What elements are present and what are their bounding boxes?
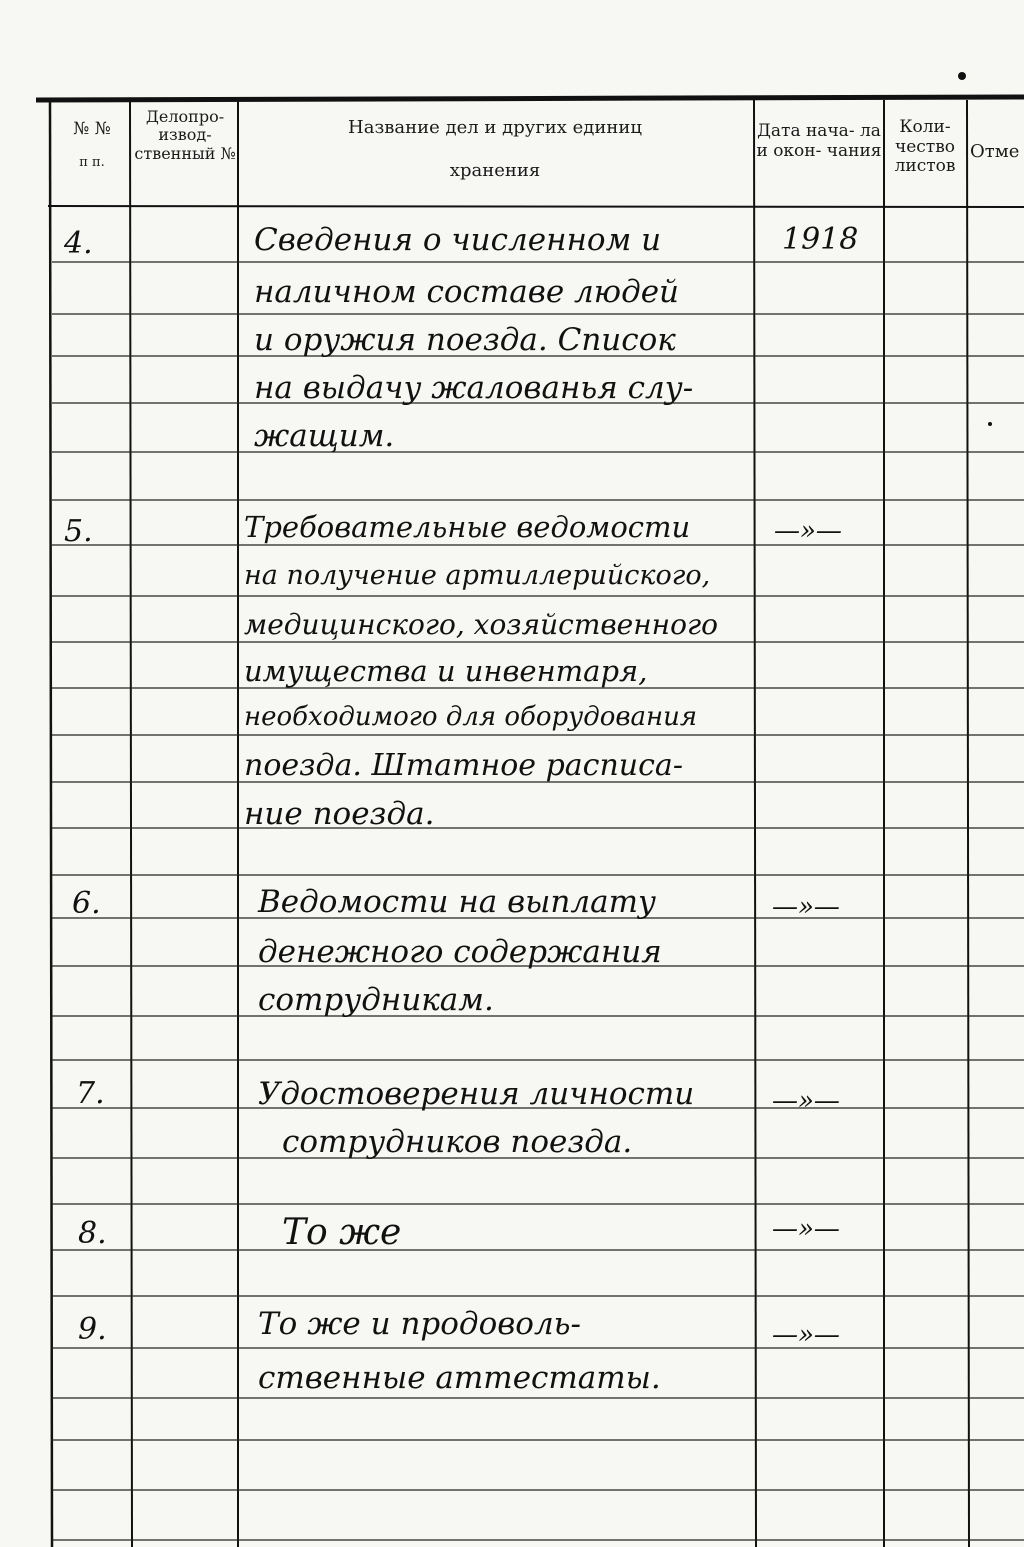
row-date: —»— <box>772 892 840 922</box>
row-number: 5. <box>64 514 93 549</box>
col-header-dates: Дата нача- ла и окон- чания <box>756 121 882 161</box>
row-title-line: необходимого для оборудования <box>244 702 698 732</box>
row-title-line: Удостоверения личности <box>258 1076 695 1112</box>
row-title-line: денежного содержания <box>258 934 662 970</box>
row-title-line: То же и продоволь- <box>258 1306 582 1342</box>
row-title-line: сотрудникам. <box>258 982 494 1018</box>
row-date: —»— <box>772 1214 840 1244</box>
col-header-title-line2: хранения <box>449 159 541 181</box>
row-title-line: на получение артиллерийского, <box>244 560 711 591</box>
row-title-line: То же <box>282 1212 402 1253</box>
col-header-number-line2: п п. <box>79 154 105 170</box>
row-number: 6. <box>72 886 101 921</box>
col-header-title <box>240 118 750 181</box>
row-title-line: сотрудников поезда. <box>282 1124 633 1160</box>
row-title-line: ние поезда. <box>244 796 435 832</box>
col-header-number-line1: № № <box>73 119 111 139</box>
row-number: 7. <box>76 1076 105 1111</box>
col-header-number <box>52 120 132 170</box>
col-header-title-line1: Название дел и других единиц <box>348 117 642 138</box>
row-number: 9. <box>78 1312 107 1347</box>
row-title-line: на выдачу жалованья слу- <box>254 370 694 406</box>
row-title-line: и оружия поезда. Список <box>254 322 676 358</box>
row-number: 8. <box>78 1216 107 1251</box>
row-date: —»— <box>772 1320 840 1350</box>
row-title-line: имущества и инвентаря, <box>244 654 648 688</box>
row-number: 4. <box>64 226 93 261</box>
col-header-sheets: Коли- чество листов <box>894 117 956 177</box>
row-date: —»— <box>772 1086 840 1116</box>
row-title-line: Требовательные ведомости <box>244 510 691 544</box>
row-title-line: жащим. <box>254 418 395 454</box>
row-title-line: ственные аттестаты. <box>258 1360 661 1396</box>
row-date: 1918 <box>782 222 859 257</box>
col-header-notes: Отме <box>970 141 1020 162</box>
row-title-line: медицинского, хозяйственного <box>244 608 718 641</box>
row-date: —»— <box>774 516 842 546</box>
row-title-line: Сведения о численном и <box>254 222 662 258</box>
row-title-line: наличном составе людей <box>254 274 680 310</box>
row-title-line: поезда. Штатное расписа- <box>244 748 683 783</box>
col-header-record-no: Делопро- извод- ственный № <box>134 107 236 163</box>
row-title-line: Ведомости на выплату <box>258 884 656 920</box>
